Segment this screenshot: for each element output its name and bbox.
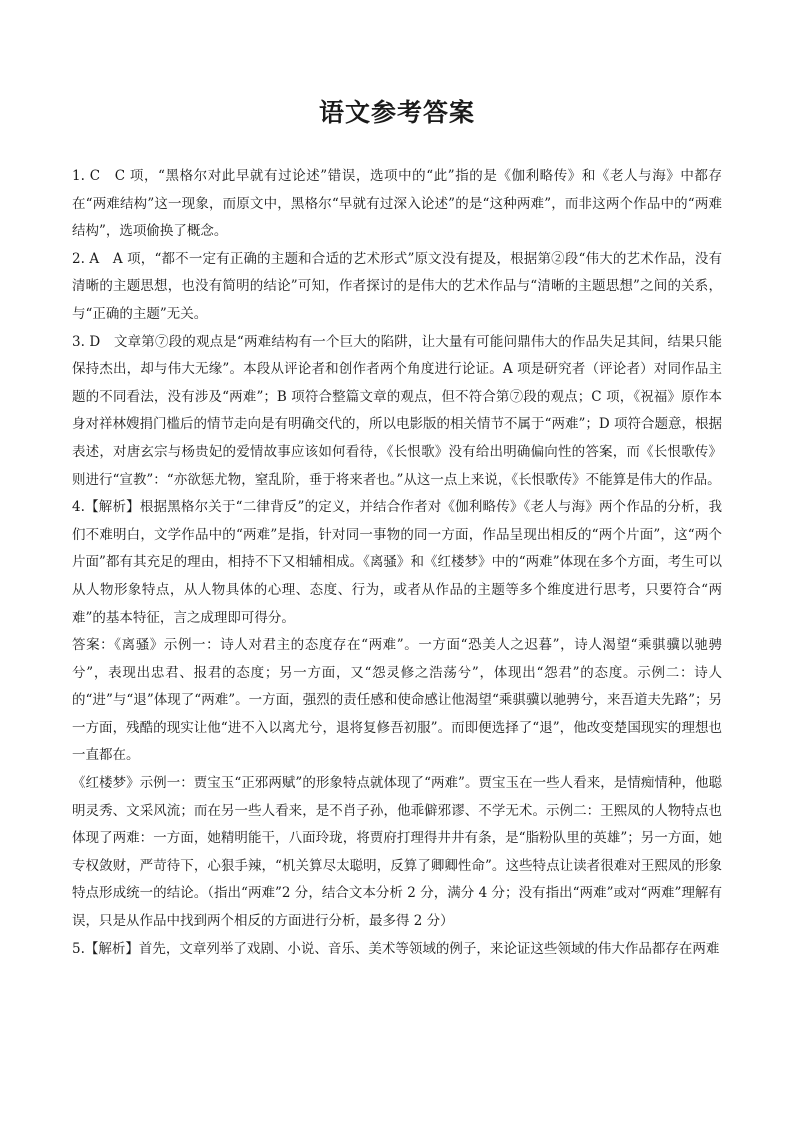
answer-paragraph-5: 5.【解析】首先，文章列举了戏剧、小说、音乐、美术等领域的例子，来论证这些领域的伟大作品都存在两难 <box>72 940 720 957</box>
answer-paragraph-4-lisao: 答案：《离骚》示例一：诗人对君主的态度存在“两难”。一方面“恐美人之迟暮”，诗人渴望“乘骐骥以驰骋兮”，表现出忠君、报君的态度；另一方面，又“怨灵修之浩荡兮”，体现出“怨君”的态度。示例二：诗人的“进”与“退”体现了“两难”。一方面，强烈的责任感和使命感让他渴望“乘骐骥以驰骋兮，来吾道夫先路”；另一方面，残酷的现实让他“进不入以离尤兮，退将复修吾初服”。而即便选择了“退”，他改变楚国现实的理想也一直都在。 <box>72 637 722 764</box>
answer-paragraph-2: 2. A A 项，“都不一定有正确的主题和合适的艺术形式”原文没有提及，根据第②段“伟大的艺术作品，没有清晰的主题思想，也没有简明的结论”可知，作者探讨的是伟大的艺术作品与“清晰的主题思想”之间的关系，与“正确的主题”无关。 <box>72 250 722 322</box>
answer-paragraph-4: 4.【解析】根据黑格尔关于“二律背反”的定义，并结合作者对《伽利略传》《老人与海》两个作品的分析，我们不难明白，文学作品中的“两难”是指，针对同一事物的同一方面，作品呈现出相反的“两个片面”，这“两个片面”都有其充足的理由，相持不下又相辅相成。《离骚》和《红楼梦》中的“两难”体现在多个方面，考生可以从人物形象特点，从人物具体的心理、态度、行为，或者从作品的主题等多个维度进行思考，只要符合“两难”的基本特征，言之成理即可得分。 <box>72 499 722 626</box>
page-title: 语文参考答案 <box>318 98 475 127</box>
answer-paragraph-1: 1. C C 项，“黑格尔对此早就有过论述”错误，选项中的“此”指的是《伽利略传》和《老人与海》中都存在“两难结构”这一现象，而原文中，黑格尔“早就有过深入论述”的是“这种两难”，而非这两个作品中的“两难结构”，选项偷换了概念。 <box>72 168 722 240</box>
answer-body <box>72 163 722 963</box>
answer-paragraph-3: 3. D 文章第⑦段的观点是“两难结构有一个巨大的陷阱，让大量有可能问鼎伟大的作品失足其间，结果只能保持杰出，却与伟大无缘”。本段从评论者和创作者两个角度进行论证。A 项是研究者（评论者）对同作品主题的不同看法，没有涉及“两难”；B 项符合整篇文章的观点，但不符合第⑦段的观点；C 项，《祝福》原作本身对祥林嫂捐门槛后的情节走向是有明确交代的，所以电影版的相关情节不属于“两难”；D 项符合题意，根据表述，对唐玄宗与杨贵妃的爱情故事应该如何看待，《长恨歌》没有给出明确偏向性的答案，而《长恨歌传》则进行“宣教”：“亦欲惩尤物，窒乱阶，垂于将来者也。”从这一点上来说，《长恨歌传》不能算是伟大的作品。 <box>72 333 722 488</box>
answer-paragraph-4-hongloumeng: 《红楼梦》示例一：贾宝玉“正邪两赋”的形象特点就体现了“两难”。贾宝玉在一些人看来，是情痴情种，他聪明灵秀、文采风流；而在另一些人看来，是不肖子孙，他乖僻邪谬、不学无术。示例二：王熙凤的人物特点也体现了两难：一方面，她精明能干，八面玲珑，将贾府打理得井井有条，是“脂粉队里的英雄”；另一方面，她专权敛财，严苛待下，心狠手辣，“机关算尽太聪明，反算了卿卿性命”。这些特点让读者很难对王熙凤的形象特点形成统一的结论。（指出“两难”2 分，结合文本分析 2 分，满分 4 分；没有指出“两难”或对“两难”理解有误，只是从作品中找到两个相反的方面进行分析，最多得 2 分） <box>72 775 722 930</box>
